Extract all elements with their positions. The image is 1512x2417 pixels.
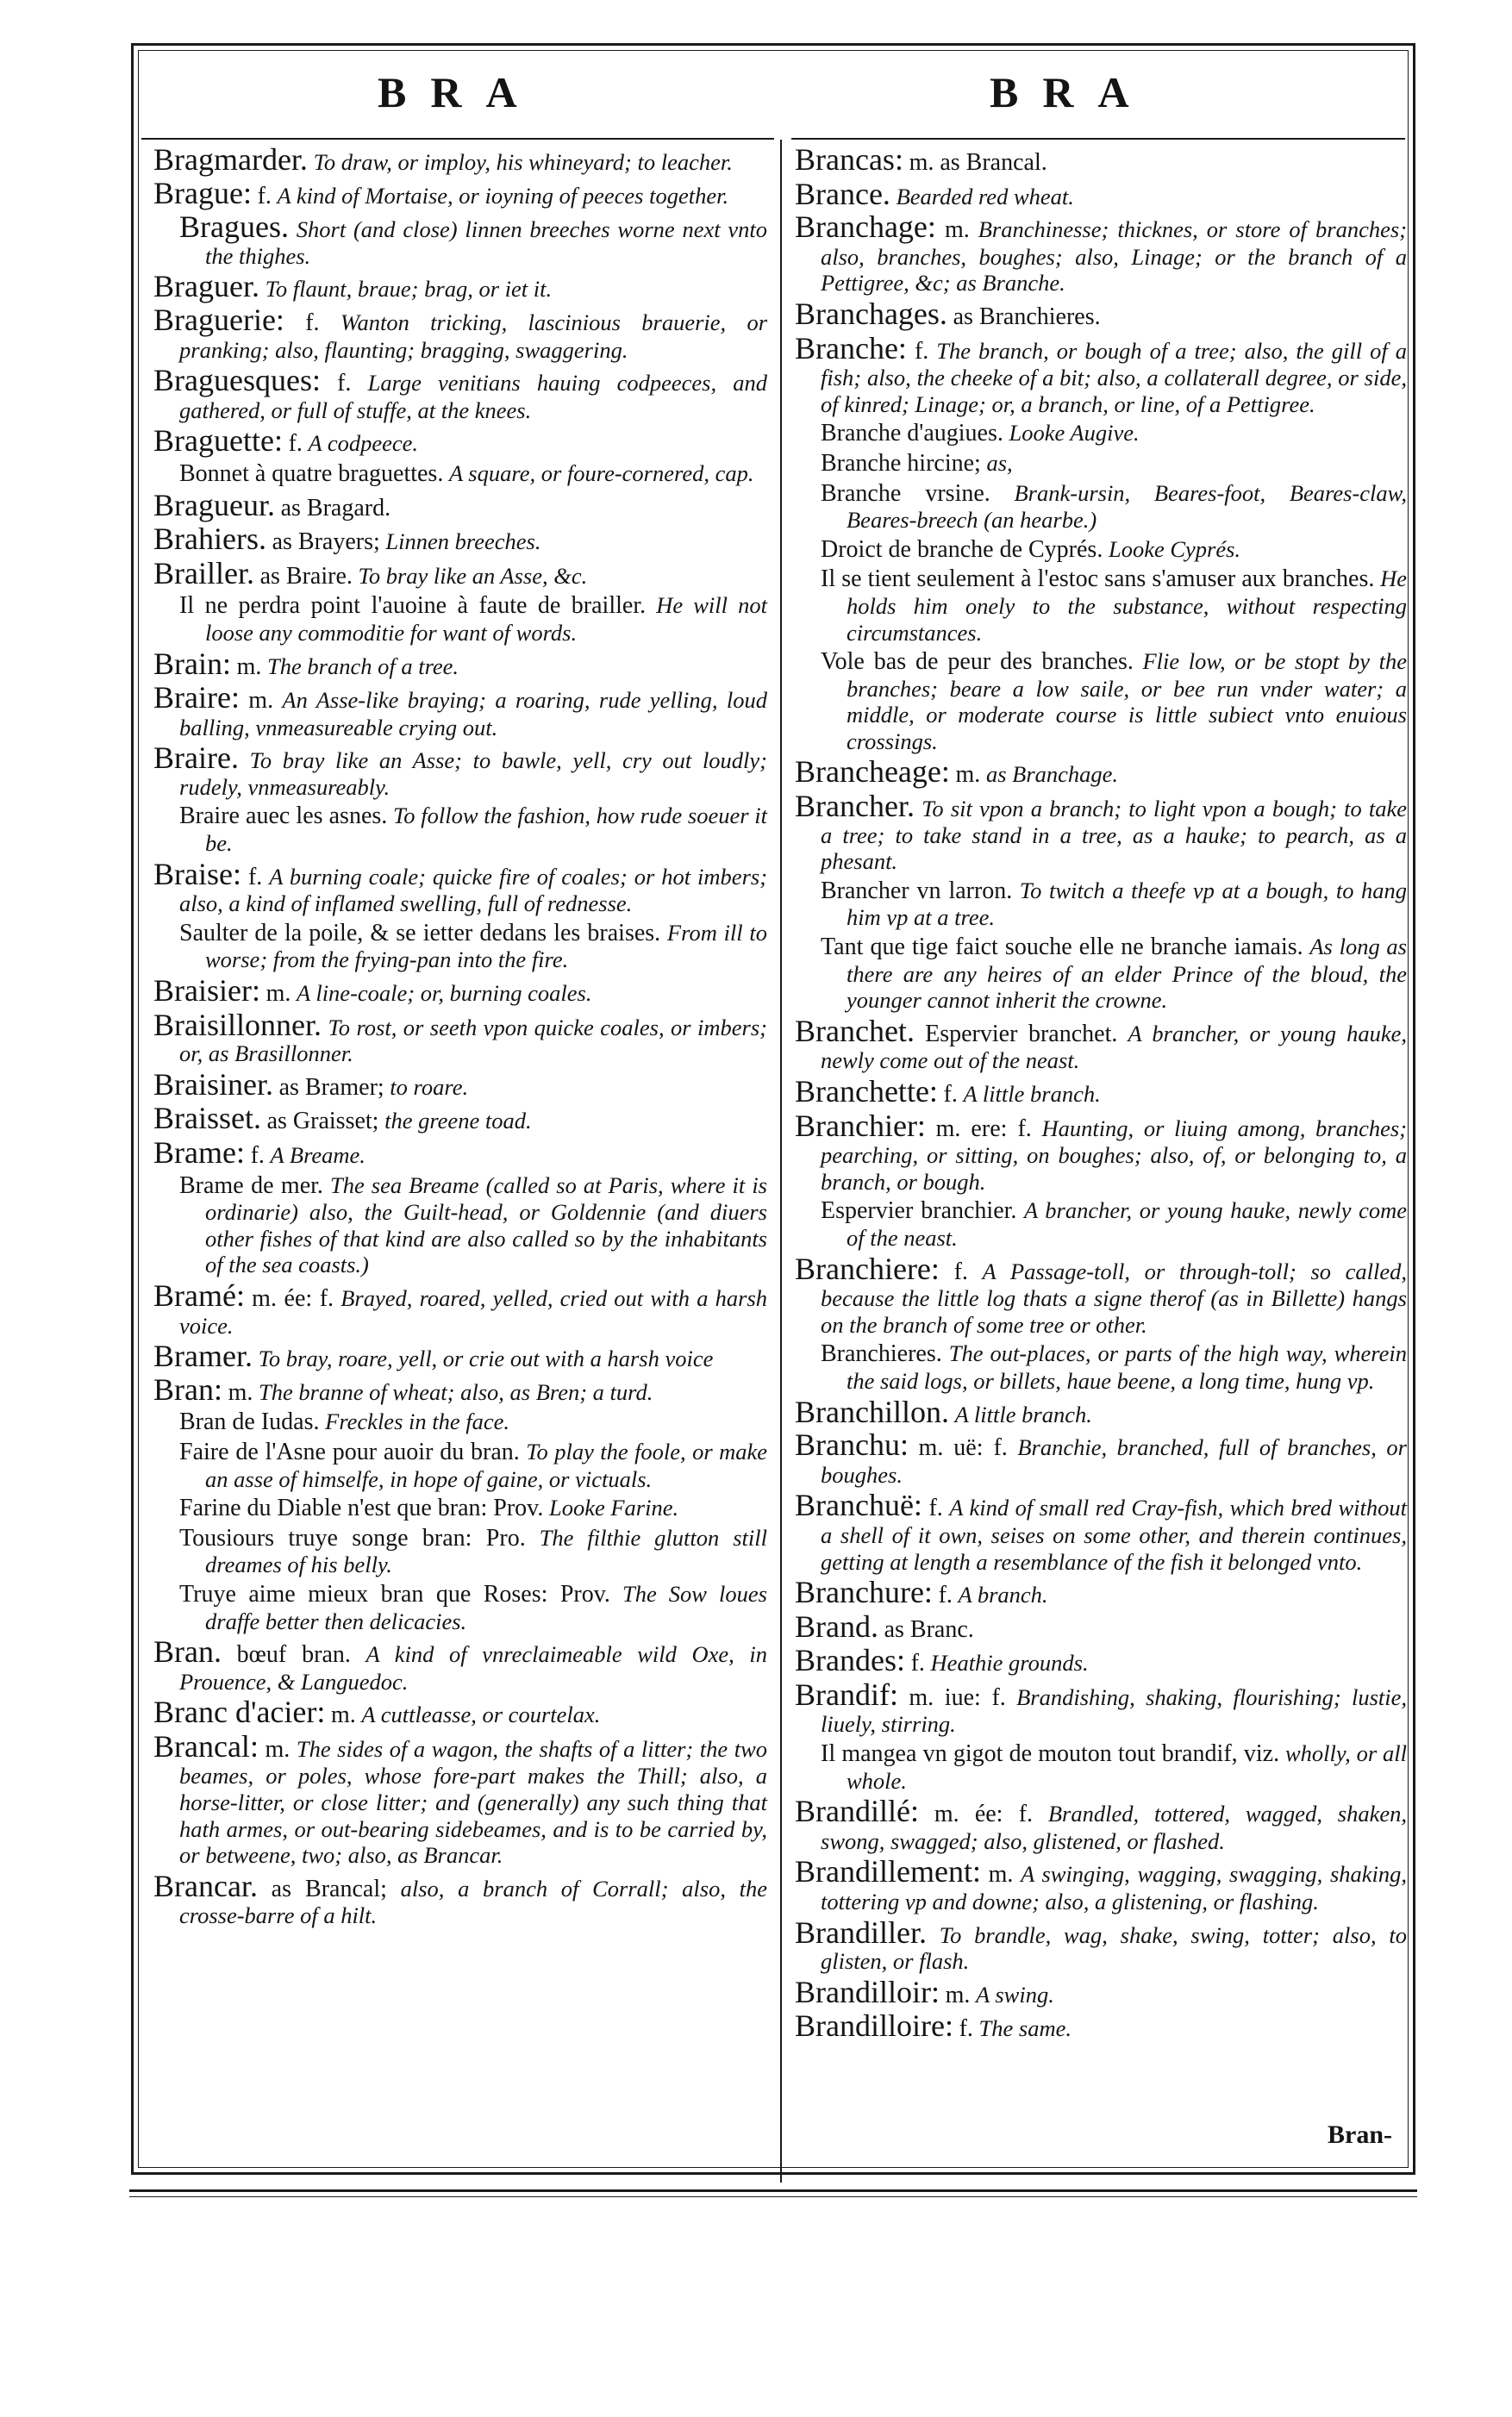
english-gloss: To bray, roare, yell, or crie out with a harsh voice [258,1346,714,1372]
english-gloss: To bray like an Asse, &c. [358,562,588,589]
dictionary-entry [153,856,768,917]
french-text: Vole bas de peur des branches. [821,648,1134,676]
headword: Brand. [795,1608,878,1644]
dictionary-entry [153,1103,767,1135]
dictionary-entry [795,565,1407,646]
headword: Brancheage: [795,754,950,790]
dictionary-entry [153,1135,767,1170]
headword: Braguer. [153,269,259,304]
french-text: Branche hircine; [821,449,981,477]
french-text: m. [988,1861,1014,1889]
french-text: Espervier branchier. [821,1197,1017,1225]
french-text: Farine du Diable n'est que bran: Prov. [179,1495,544,1522]
french-text: f. [305,309,320,336]
dictionary-entry [795,1854,1408,1915]
left-column [153,142,768,1932]
french-text: Saulter de la poile, & se ietter dedans les braises. [179,919,661,946]
dictionary-entry [153,646,767,681]
dictionary-entry [795,209,1408,297]
english-gloss: Looke Augive. [1009,420,1140,447]
english-gloss: Branchinesse; thicknes, or store of branches; also, branches, boughes; also, Linage; or the branch of a Pettigree, &c; as Branche. [821,216,1408,297]
dictionary-entry [153,1728,768,1869]
french-text: m. as Brancal. [909,149,1047,176]
french-text: m. iue: f. [909,1683,1006,1711]
french-text: as Graisset; [266,1108,379,1135]
dictionary-entry [153,142,767,177]
french-text: f. [257,182,272,209]
dictionary-entry [795,296,1407,331]
headword: Bragmarder. [153,142,308,177]
dictionary-entry [795,1914,1408,1975]
dictionary-entry [153,1172,767,1278]
french-text: m. [248,687,274,715]
headword: Brandillé: [795,1794,919,1829]
english-gloss: also, a branch of Corrall; also, the crosse-barre of a hilt. [179,1875,768,1929]
dictionary-entry [153,1439,767,1492]
dictionary-entry [795,480,1407,534]
english-gloss: To play the foole, or make an asse of himselfe, in hope of gaine, or victuals. [205,1438,768,1492]
dictionary-entry [795,1796,1407,1854]
headword: Brague: [153,175,252,210]
english-gloss: As long as there are any heires of an elder Prince of the bloud, the younger cannot inherit the crowne. [847,934,1407,1014]
french-text: f. [247,863,263,890]
french-text: Branche vrsine. [821,479,990,507]
dictionary-entry [795,1251,1408,1339]
french-text: m. [955,761,981,789]
headword: Brame: [153,1135,245,1170]
french-text: Tousiours truye songe bran: Pro. [179,1524,526,1552]
english-gloss: Large venitians hauing codpeeces, and gathered, or full of stuffe, at the knees. [179,370,767,423]
english-gloss: Linnen breeches. [385,528,541,555]
french-text: m. [944,216,970,244]
english-gloss: To flaunt, braue; brag, or iet it. [265,276,553,303]
dictionary-entry [153,1697,767,1729]
headword: Brandillement: [795,1854,981,1889]
headword: Brailler. [153,555,254,590]
french-text: m. ere: f. [935,1115,1032,1142]
english-gloss: He will not loose any commoditie for want of words. [205,592,767,646]
dictionary-entry [153,555,767,590]
headword: Bragues. [179,209,289,245]
english-gloss: as, [986,449,1013,476]
dictionary-entry [795,1608,1407,1644]
dictionary-entry [153,1277,768,1339]
english-gloss: To bray like an Asse; to bawle, yell, cry out loudly; rudely, vnmeasureably. [179,747,768,800]
headword: Bragueur. [153,487,275,522]
french-text: Brancher vn larron. [821,877,1013,904]
dictionary-entry [795,1074,1407,1109]
dictionary-entry [795,648,1407,754]
dictionary-entry [795,1677,1408,1738]
french-text: m. uë: f. [918,1434,1008,1462]
english-gloss: the greene toad. [384,1108,532,1134]
dictionary-entry [153,365,767,423]
french-text: as Branc. [884,1615,974,1643]
headword: Braisillonner. [153,1007,322,1042]
dictionary-entry [153,1408,767,1436]
headword: Braguerie: [153,302,284,337]
english-gloss: He holds him onely to the substance, without respecting circumstances. [847,565,1407,646]
dictionary-entry [795,1974,1407,2009]
header-rule-left [141,138,774,140]
running-head-right: BRA [990,68,1153,116]
french-text: f. [337,370,352,397]
dictionary-entry [795,754,1407,790]
dictionary-entry [153,487,767,522]
english-gloss: A kind of small red Cray-fish, which bred without a shell of it own, seises on some other, and therein continues, getting at length a resemblance of the fish it belonged vnto. [821,1495,1408,1575]
headword: Brandif: [795,1677,898,1712]
dictionary-entry [153,521,767,557]
french-text: m. ée: f. [252,1284,334,1312]
headword: Brance. [795,176,890,211]
english-gloss: Haunting, or liuing among, branches; pearching, or sitting, on boughes; also, of, or belonging to, a branch, or bough. [821,1115,1407,1195]
headword: Brancar. [153,1868,258,1903]
dictionary-entry [153,740,768,800]
french-text: as Brancal; [271,1875,387,1902]
french-text: m. [945,1981,971,2008]
dictionary-entry [153,1007,767,1067]
dictionary-entry [153,175,767,210]
headword: Braguesques: [153,363,321,398]
headword: Bramé: [153,1277,245,1313]
headword: Brandilloire: [795,2008,953,2044]
french-text: Branche d'augiues. [821,420,1003,447]
english-gloss: A kind of vnreclaimeable wild Oxe, in Prouence, & Languedoc. [179,1641,767,1695]
french-text: as Bramer; [278,1073,384,1101]
english-gloss: A codpeece. [308,430,419,457]
french-text: f. [928,1495,943,1522]
english-gloss: To follow the fashion, how rude soeuer it be. [205,803,768,857]
french-text: f. [953,1258,968,1285]
english-gloss: To rost, or seeth vpon quicke coales, or imbers; or, as Brasillonner. [179,1014,767,1067]
english-gloss: A swing. [976,1981,1054,2008]
headword: Branchiere: [795,1251,940,1286]
french-text: Truye aime mieux bran que Roses: Prov. [179,1580,610,1608]
dictionary-entry [795,1740,1407,1794]
french-text: f. [914,337,929,365]
catchword: Bran- [1328,2120,1392,2149]
headword: Braise: [153,856,241,891]
english-gloss: as Branchage. [985,761,1119,788]
english-gloss: The Sow loues draffe better then delicacies. [205,1580,767,1634]
english-gloss: A Passage-toll, or through-toll; so called, because the little log thats a signe therof (as in Billette) hangs on the branch of some tree or other. [821,1258,1408,1338]
french-text: as Bragard. [280,494,391,521]
dictionary-entry [795,450,1407,478]
english-gloss: To brandle, wag, shake, swing, totter; also, to glisten, or flash. [821,1921,1408,1975]
headword: Braire. [153,740,239,776]
headword: Branchet. [795,1013,915,1048]
french-text: f. [938,1582,953,1609]
dictionary-entry [795,1108,1407,1196]
dictionary-entry [795,142,1407,177]
headword: Branchage: [795,209,936,245]
english-gloss: The sides of a wagon, the shafts of a litter; the two beames, or poles, whose fore-part makes the Thill; also, a horse-litter, or close litter; and (generally) any such thing that hath armes, or out-bearing sidebeames, and is to be carried by, or betweene, two; also, as Brancar. [179,1735,768,1869]
french-text: m. [266,980,291,1008]
english-gloss: Brank-ursin, Beares-foot, Beares-claw, Beares-breech (an hearbe.) [847,479,1407,534]
headword: Branchillon. [795,1394,949,1429]
english-gloss: The sea Breame (called so at Paris, where it is ordinarie) also, the Guilt-head, or Goldennie (and diuers other fishes of that kind are also called so by the inhabitants of the sea coasts.) [205,1171,767,1278]
french-text: Droict de branche de Cyprés. [821,535,1103,563]
english-gloss: From ill to worse; from the frying-pan into the fire. [205,919,768,973]
english-gloss: Flie low, or be stopt by the branches; beare a low saile, or bee run vnder water; a middle, or moderate course is little subiect vnto enuious crossings. [847,648,1408,754]
dictionary-entry [153,302,768,363]
english-gloss: The branne of wheat; also, as Bren; a turd. [259,1378,653,1405]
english-gloss: The out-places, or parts of the high way, wherein the said logs, or billets, haue beene, a long time, hung vp. [847,1340,1407,1394]
french-text: as Braire. [259,562,353,590]
right-column [795,142,1408,2045]
english-gloss: Short (and close) linnen breeches worne next vnto the thighes. [205,216,768,269]
english-gloss: The branch, or bough of a tree; also, the gill of a fish; also, the cheeke of a bit; also, a collaterall degree, or side, of kinred; Linage; or, a branch, or line, of a Pettigree. [821,337,1407,417]
english-gloss: Branchie, branched, full of branches, or boughes. [821,1434,1407,1488]
french-text: f. [288,430,303,458]
english-gloss: A branch. [958,1582,1048,1608]
dictionary-entry [153,209,768,269]
english-gloss: A cuttleasse, or courtelax. [361,1702,601,1728]
headword: Branchu: [795,1427,909,1463]
dictionary-entry [795,2008,1407,2044]
english-gloss: Looke Farine. [548,1495,679,1521]
dictionary-entry [153,1634,767,1695]
english-gloss: A square, or foure-cornered, cap. [448,459,754,486]
dictionary-entry [795,1197,1407,1251]
french-text: Brame de mer. [179,1171,323,1199]
bottom-rule-thin [129,2196,1417,2197]
dictionary-entry [795,176,1407,211]
dictionary-entry [795,330,1407,418]
english-gloss: A brancher, or young hauke, newly come of the neast. [847,1197,1408,1251]
french-text: Tant que tige faict souche elle ne branche iamais. [821,934,1303,961]
english-gloss: A line-coale; or, burning coales. [297,980,592,1007]
french-text: m. [331,1702,356,1729]
headword: Bran: [153,1371,222,1407]
headword: Braisiner. [153,1066,273,1102]
dictionary-entry [795,536,1407,564]
dictionary-entry [153,680,767,740]
french-text: as Brayers; [272,528,380,556]
dictionary-entry [795,877,1407,931]
dictionary-entry [795,1340,1407,1394]
english-gloss: Brandishing, shaking, flourishing; lustie, liuely, stirring. [821,1683,1408,1738]
french-text: Il ne perdra point l'auoine à faute de brailler. [179,592,647,620]
french-text: Bran de Iudas. [179,1408,320,1436]
french-text: f. [943,1081,958,1108]
dictionary-entry [153,973,767,1009]
dictionary-entry [795,1394,1407,1429]
headword: Branchier: [795,1108,926,1143]
dictionary-entry [153,1581,767,1634]
french-text: Faire de l'Asne pour auoir du bran. [179,1438,520,1465]
headword: Brandiller. [795,1914,927,1950]
english-gloss: The branch of a tree. [267,653,459,679]
english-gloss: To sit vpon a branch; to light vpon a bough; to take a tree; to take stand in a tree, as a hauke; to pearch, as a phesant. [821,796,1407,875]
english-gloss: To twitch a theefe vp at a bough, to hang him vp at a tree. [847,877,1407,931]
dictionary-entry [795,1490,1407,1575]
headword: Bramer. [153,1339,253,1374]
english-gloss: Looke Cyprés. [1108,535,1241,562]
column-divider [780,140,782,2183]
headword: Branche: [795,330,907,365]
dictionary-entry [795,420,1407,447]
headword: Branchure: [795,1575,933,1610]
french-text: Espervier branchet. [925,1020,1118,1047]
dictionary-entry [153,1868,768,1929]
headword: Brandilloir: [795,1974,940,2009]
headword: Branc d'acier: [153,1695,326,1730]
dictionary-entry [795,1643,1407,1678]
dictionary-entry [153,1371,767,1407]
headword: Brain: [153,646,231,681]
french-text: m. [265,1735,291,1763]
french-text: m. [236,653,262,680]
english-gloss: Wanton tricking, lascinious brauerie, or pranking; also, flaunting; bragging, swaggering. [179,309,768,363]
english-gloss: A little branch. [954,1401,1092,1427]
headword: Brancher. [795,789,915,824]
french-text: as Branchieres. [953,303,1101,330]
english-gloss: to roare. [390,1073,469,1100]
bottom-rule [129,2189,1417,2192]
dictionary-entry [795,1427,1407,1488]
headword: Braisset. [153,1101,261,1136]
english-gloss: Heathie grounds. [930,1650,1089,1677]
headword: Branchages. [795,296,947,331]
english-gloss: A burning coale; quicke fire of coales; or hot imbers; also, a kind of inflamed swelling, full of rednesse. [179,863,768,917]
english-gloss: Freckles in the face. [325,1408,510,1435]
english-gloss: To draw, or imploy, his whineyard; to leacher. [313,149,733,175]
dictionary-entry [795,1577,1407,1609]
english-gloss: Bearded red wheat. [896,183,1074,209]
headword: Branchuë: [795,1488,922,1523]
english-gloss: wholly, or all whole. [847,1740,1407,1794]
french-text: f. [959,2015,973,2043]
french-text: Il mangea vn gigot de mouton tout brandif, viz. [821,1740,1280,1768]
french-text: bœuf bran. [236,1641,351,1669]
dictionary-entry [153,269,767,304]
dictionary-entry [795,934,1407,1014]
english-gloss: A Breame. [270,1142,366,1168]
headword: Bran. [153,1634,222,1670]
english-gloss: A swinging, wagging, swagging, shaking, tottering vp and downe; also, a glistening, or flashing. [821,1861,1408,1915]
dictionary-entry [153,460,767,488]
dictionary-entry [153,423,767,459]
french-text: Bonnet à quatre braguettes. [179,459,444,487]
dictionary-entry [153,1066,767,1102]
french-text: m. [228,1378,253,1406]
headword: Braire: [153,680,240,715]
english-gloss: A brancher, or young hauke, newly come out of the neast. [821,1020,1408,1074]
headword: Brancas: [795,142,903,177]
headword: Branchette: [795,1074,938,1109]
french-text: f. [910,1650,925,1677]
dictionary-entry [153,920,767,973]
english-gloss: The filthie glutton still dreames of his belly. [205,1524,767,1578]
french-text: m. ée: f. [934,1801,1034,1828]
headword: Brancal: [153,1728,259,1764]
headword: Braisier: [153,973,260,1009]
english-gloss: Brandled, tottered, wagged, shaken, swong, swagged; also, glistened, or flashed. [821,1801,1408,1854]
headword: Brandes: [795,1643,905,1678]
french-text: f. [250,1142,265,1169]
dictionary-entry [153,1341,767,1372]
english-gloss: A little branch. [963,1081,1101,1107]
french-text: Il se tient seulement à l'estoc sans s'amuser aux branches. [821,565,1375,593]
header-rule-right [791,138,1405,140]
french-text: Braire auec les asnes. [179,803,388,830]
dictionary-entry [153,1495,767,1522]
english-gloss: A kind of Mortaise, or ioyning of peeces together. [277,182,729,209]
dictionary-entry [795,791,1407,875]
dictionary-entry [153,803,767,856]
english-gloss: Brayed, roared, yelled, cried out with a harsh voice. [179,1284,768,1339]
english-gloss: The same. [978,2015,1072,2042]
headword: Braguette: [153,423,283,459]
french-text: Branchieres. [821,1340,942,1368]
running-head-left: BRA [378,68,541,116]
headword: Brahiers. [153,521,266,557]
dictionary-entry [153,1525,767,1578]
english-gloss: An Asse-like braying; a roaring, rude yelling, loud balling, vnmeasureable crying out. [179,687,767,740]
dictionary-entry [153,592,767,646]
dictionary-entry [795,1013,1408,1074]
